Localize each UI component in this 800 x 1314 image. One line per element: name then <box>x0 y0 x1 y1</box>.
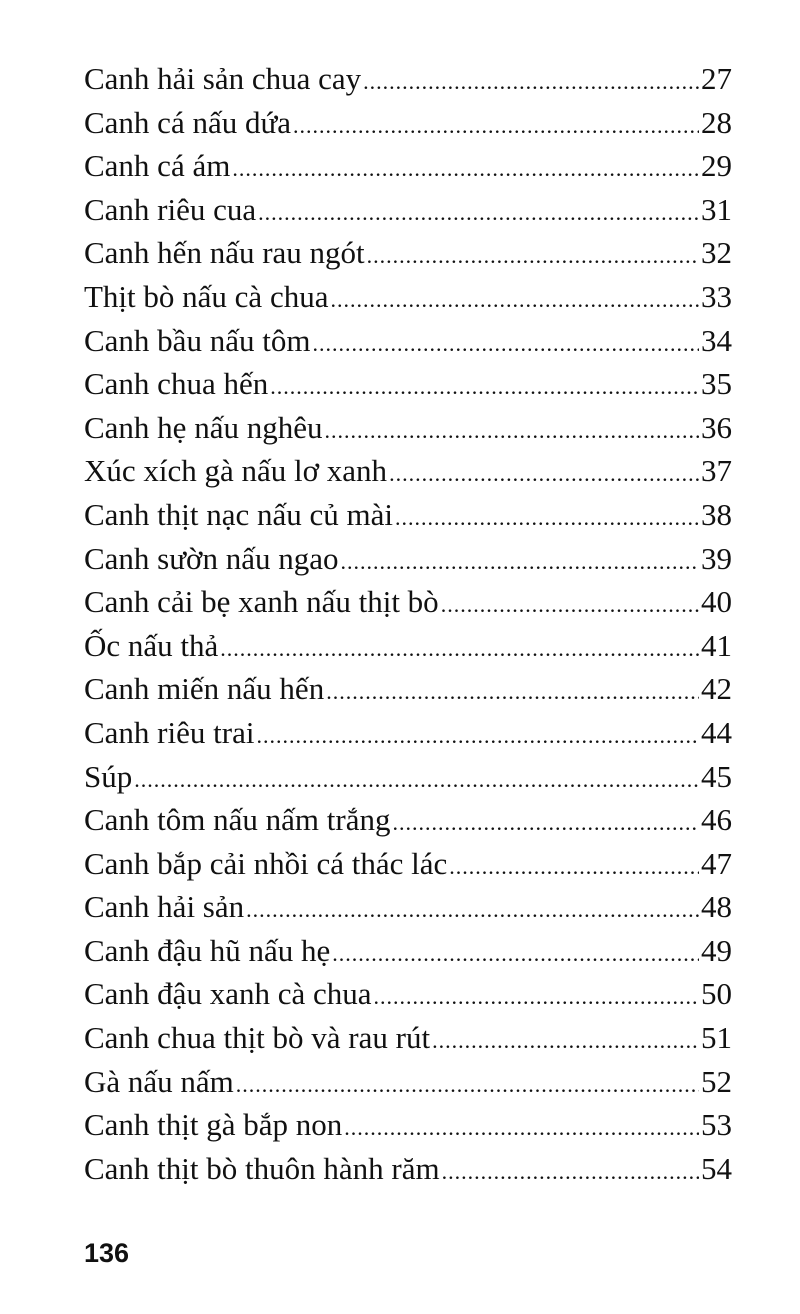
toc-entry-title: Canh chua thịt bò và rau rút <box>84 1020 431 1056</box>
toc-entry-title: Canh cá ám <box>84 148 231 184</box>
toc-entry-page: 52 <box>701 1063 732 1099</box>
dot-leader <box>395 496 699 540</box>
toc-entry-title: Canh thịt nạc nấu củ mài <box>84 496 394 532</box>
toc-entry-title: Thịt bò nấu cà chua <box>84 278 329 314</box>
toc-entry <box>84 537 732 581</box>
toc-entry <box>84 493 732 537</box>
toc-entry-page: 44 <box>701 714 732 750</box>
toc-entry-page: 27 <box>701 61 732 96</box>
toc-entry-title: Canh riêu trai <box>84 714 255 750</box>
toc-entry-title: Gà nấu nấm <box>84 1063 234 1099</box>
toc-entry-page: 45 <box>701 758 732 794</box>
page-number: 136 <box>84 1238 130 1268</box>
toc-entry-title: Canh đậu hũ nấu hẹ <box>84 932 331 968</box>
toc-entry <box>84 1147 732 1191</box>
toc-entry-page: 36 <box>701 409 732 445</box>
toc-entry <box>84 319 732 363</box>
toc-entry-page: 53 <box>701 1107 732 1143</box>
toc-entry-title: Canh hải sản <box>84 889 245 925</box>
toc-entry-title: Ốc nấu thả <box>84 627 219 663</box>
dot-leader <box>312 322 699 366</box>
dot-leader <box>367 234 699 278</box>
toc-entry-page: 35 <box>701 366 732 402</box>
toc-entry-page: 41 <box>701 627 732 663</box>
toc-entry <box>84 798 732 842</box>
dot-leader <box>270 365 699 409</box>
table-of-contents <box>84 57 732 1190</box>
toc-entry-page: 47 <box>701 845 732 881</box>
toc-entry <box>84 842 732 886</box>
dot-leader <box>326 670 699 714</box>
toc-entry-page: 32 <box>701 235 732 271</box>
dot-leader <box>256 714 699 758</box>
dot-leader <box>134 758 699 802</box>
toc-entry-title: Canh cá nấu dứa <box>84 104 292 140</box>
dot-leader <box>449 845 699 889</box>
toc-entry-title: Canh thịt gà bắp non <box>84 1107 343 1143</box>
toc-entry-page: 29 <box>701 148 732 184</box>
toc-entry-title: Canh thịt bò thuôn hành răm <box>84 1150 440 1186</box>
dot-leader <box>330 278 699 322</box>
toc-entry <box>84 580 732 624</box>
toc-entry-page: 40 <box>701 584 732 620</box>
dot-leader <box>340 540 699 584</box>
dot-leader <box>389 452 699 496</box>
toc-entry-title: Canh tôm nấu nấm trắng <box>84 802 391 838</box>
dot-leader <box>246 888 699 932</box>
toc-entry-page: 50 <box>701 976 732 1012</box>
dot-leader <box>363 60 699 104</box>
toc-entry-title: Canh cải bẹ xanh nấu thịt bò <box>84 584 439 620</box>
toc-entry-title: Canh hến nấu rau ngót <box>84 235 365 271</box>
dot-leader <box>374 975 700 1019</box>
toc-entry-title: Canh riêu cua <box>84 191 257 227</box>
toc-entry <box>84 362 732 406</box>
toc-entry <box>84 101 732 145</box>
dot-leader <box>442 1150 699 1194</box>
toc-entry-title: Canh bầu nấu tôm <box>84 322 311 358</box>
toc-entry-page: 49 <box>701 932 732 968</box>
toc-entry-title: Canh bắp cải nhồi cá thác lác <box>84 845 448 881</box>
toc-entry <box>84 624 732 668</box>
toc-entry-title: Canh hải sản chua cay <box>84 61 362 96</box>
toc-entry-page: 31 <box>701 191 732 227</box>
dot-leader <box>432 1019 699 1063</box>
toc-entry <box>84 275 732 319</box>
dot-leader <box>344 1106 699 1150</box>
toc-entry <box>84 144 732 188</box>
toc-entry-page: 28 <box>701 104 732 140</box>
dot-leader <box>332 932 699 976</box>
toc-entry-title: Xúc xích gà nấu lơ xanh <box>84 453 388 489</box>
toc-entry <box>84 755 732 799</box>
toc-entry <box>84 667 732 711</box>
dot-leader <box>441 583 699 627</box>
toc-entry-page: 48 <box>701 889 732 925</box>
toc-entry-page: 37 <box>701 453 732 489</box>
dot-leader <box>258 191 699 235</box>
toc-entry-title: Canh đậu xanh cà chua <box>84 976 372 1012</box>
toc-entry <box>84 188 732 232</box>
toc-entry-page: 51 <box>701 1020 732 1056</box>
toc-entry-title: Súp <box>84 758 133 794</box>
toc-entry-page: 54 <box>701 1150 732 1186</box>
toc-entry-page: 38 <box>701 496 732 532</box>
toc-entry <box>84 711 732 755</box>
toc-entry-page: 42 <box>701 671 732 707</box>
toc-entry-page: 39 <box>701 540 732 576</box>
toc-entry <box>84 885 732 929</box>
dot-leader <box>232 147 699 191</box>
dot-leader <box>324 409 699 453</box>
toc-entry-page: 34 <box>701 322 732 358</box>
toc-entry <box>84 231 732 275</box>
dot-leader <box>393 801 700 845</box>
toc-entry-title: Canh miến nấu hến <box>84 671 325 707</box>
dot-leader <box>236 1063 699 1107</box>
toc-entry <box>84 929 732 973</box>
dot-leader <box>293 104 699 148</box>
toc-entry <box>84 972 732 1016</box>
toc-entry-title: Canh chua hến <box>84 366 269 402</box>
toc-entry-title: Canh hẹ nấu nghêu <box>84 409 323 445</box>
toc-entry-page: 33 <box>701 278 732 314</box>
toc-entry <box>84 1060 732 1104</box>
toc-entry <box>84 57 732 101</box>
toc-entry <box>84 1103 732 1147</box>
toc-entry <box>84 1016 732 1060</box>
toc-entry-title: Canh sườn nấu ngao <box>84 540 339 576</box>
toc-entry <box>84 406 732 450</box>
dot-leader <box>220 627 699 671</box>
toc-entry-page: 46 <box>701 802 732 838</box>
toc-entry <box>84 449 732 493</box>
